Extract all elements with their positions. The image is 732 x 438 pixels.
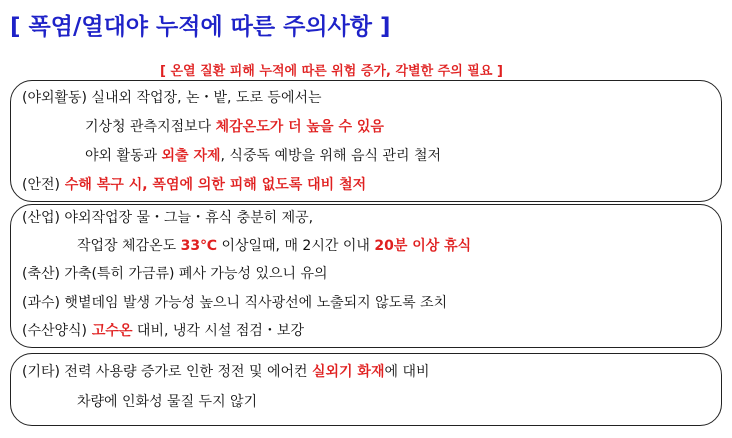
power-outage-line: [22, 362, 430, 382]
highlight-text: 고수온: [87, 323, 133, 339]
page-title: [ 폭염/열대야 누적에 따른 주의사항 ]: [10, 14, 391, 40]
highlight-text: 외출 자제: [161, 148, 221, 164]
line-text: 야외작업장 물・그늘・휴식 충분히 제공,: [59, 210, 314, 226]
line-text: 에 대비: [384, 364, 430, 380]
line-text: 차량에 인화성 물질 두지 않기: [77, 394, 258, 410]
orchard-line: [22, 293, 447, 313]
line-text: 작업장 체감온도: [77, 238, 181, 254]
line-text: 이상일때, 매 2시간 이내: [217, 238, 375, 254]
highlight-text: 수해 복구 시, 폭염에 의한 피해 없도록 대비 철저: [59, 177, 367, 193]
line-text: 야외 활동과: [85, 148, 162, 164]
livestock-line: [22, 264, 328, 284]
rest-rule-line: [77, 236, 471, 256]
category-label: (과수): [22, 295, 60, 311]
line-text: 실내외 작업장, 논・밭, 도로 등에서는: [87, 90, 322, 106]
category-label: (수산양식): [22, 323, 88, 339]
safety-line: [22, 175, 366, 195]
line-text: , 식중독 예방을 위해 음식 관리 철저: [220, 148, 442, 164]
line-text: 기상청 관측지점보다: [85, 119, 216, 135]
highlight-text: 실외기 화재: [311, 364, 385, 380]
feels-like-temp-line: [85, 117, 384, 137]
line-text: 대비, 냉각 시설 점검・보강: [132, 323, 304, 339]
highlight-temp: 33℃: [180, 238, 218, 254]
highlight-text: 체감온도가 더 높을 수 있음: [215, 119, 384, 135]
page-subtitle: [ 온열 질환 피해 누적에 따른 위험 증가, 각별한 주의 필요 ]: [160, 64, 503, 79]
highlight-rest: 20분 이상 휴식: [374, 238, 472, 254]
category-label: (축산): [22, 266, 60, 282]
category-label: (안전): [22, 177, 60, 193]
category-label: (기타): [22, 364, 60, 380]
line-text: 가축(특히 가금류) 폐사 가능성 있으니 유의: [59, 266, 328, 282]
outdoor-activity-line: [22, 88, 322, 108]
industry-line: [22, 208, 313, 228]
aquaculture-line: [22, 321, 304, 341]
outing-restraint-line: [85, 146, 441, 166]
vehicle-line: [77, 392, 257, 412]
line-text: 햇볕데임 발생 가능성 높으니 직사광선에 노출되지 않도록 조치: [59, 295, 448, 311]
line-text: 전력 사용량 증가로 인한 정전 및 에어컨: [59, 364, 312, 380]
category-label: (야외활동): [22, 90, 88, 106]
category-label: (산업): [22, 210, 60, 226]
